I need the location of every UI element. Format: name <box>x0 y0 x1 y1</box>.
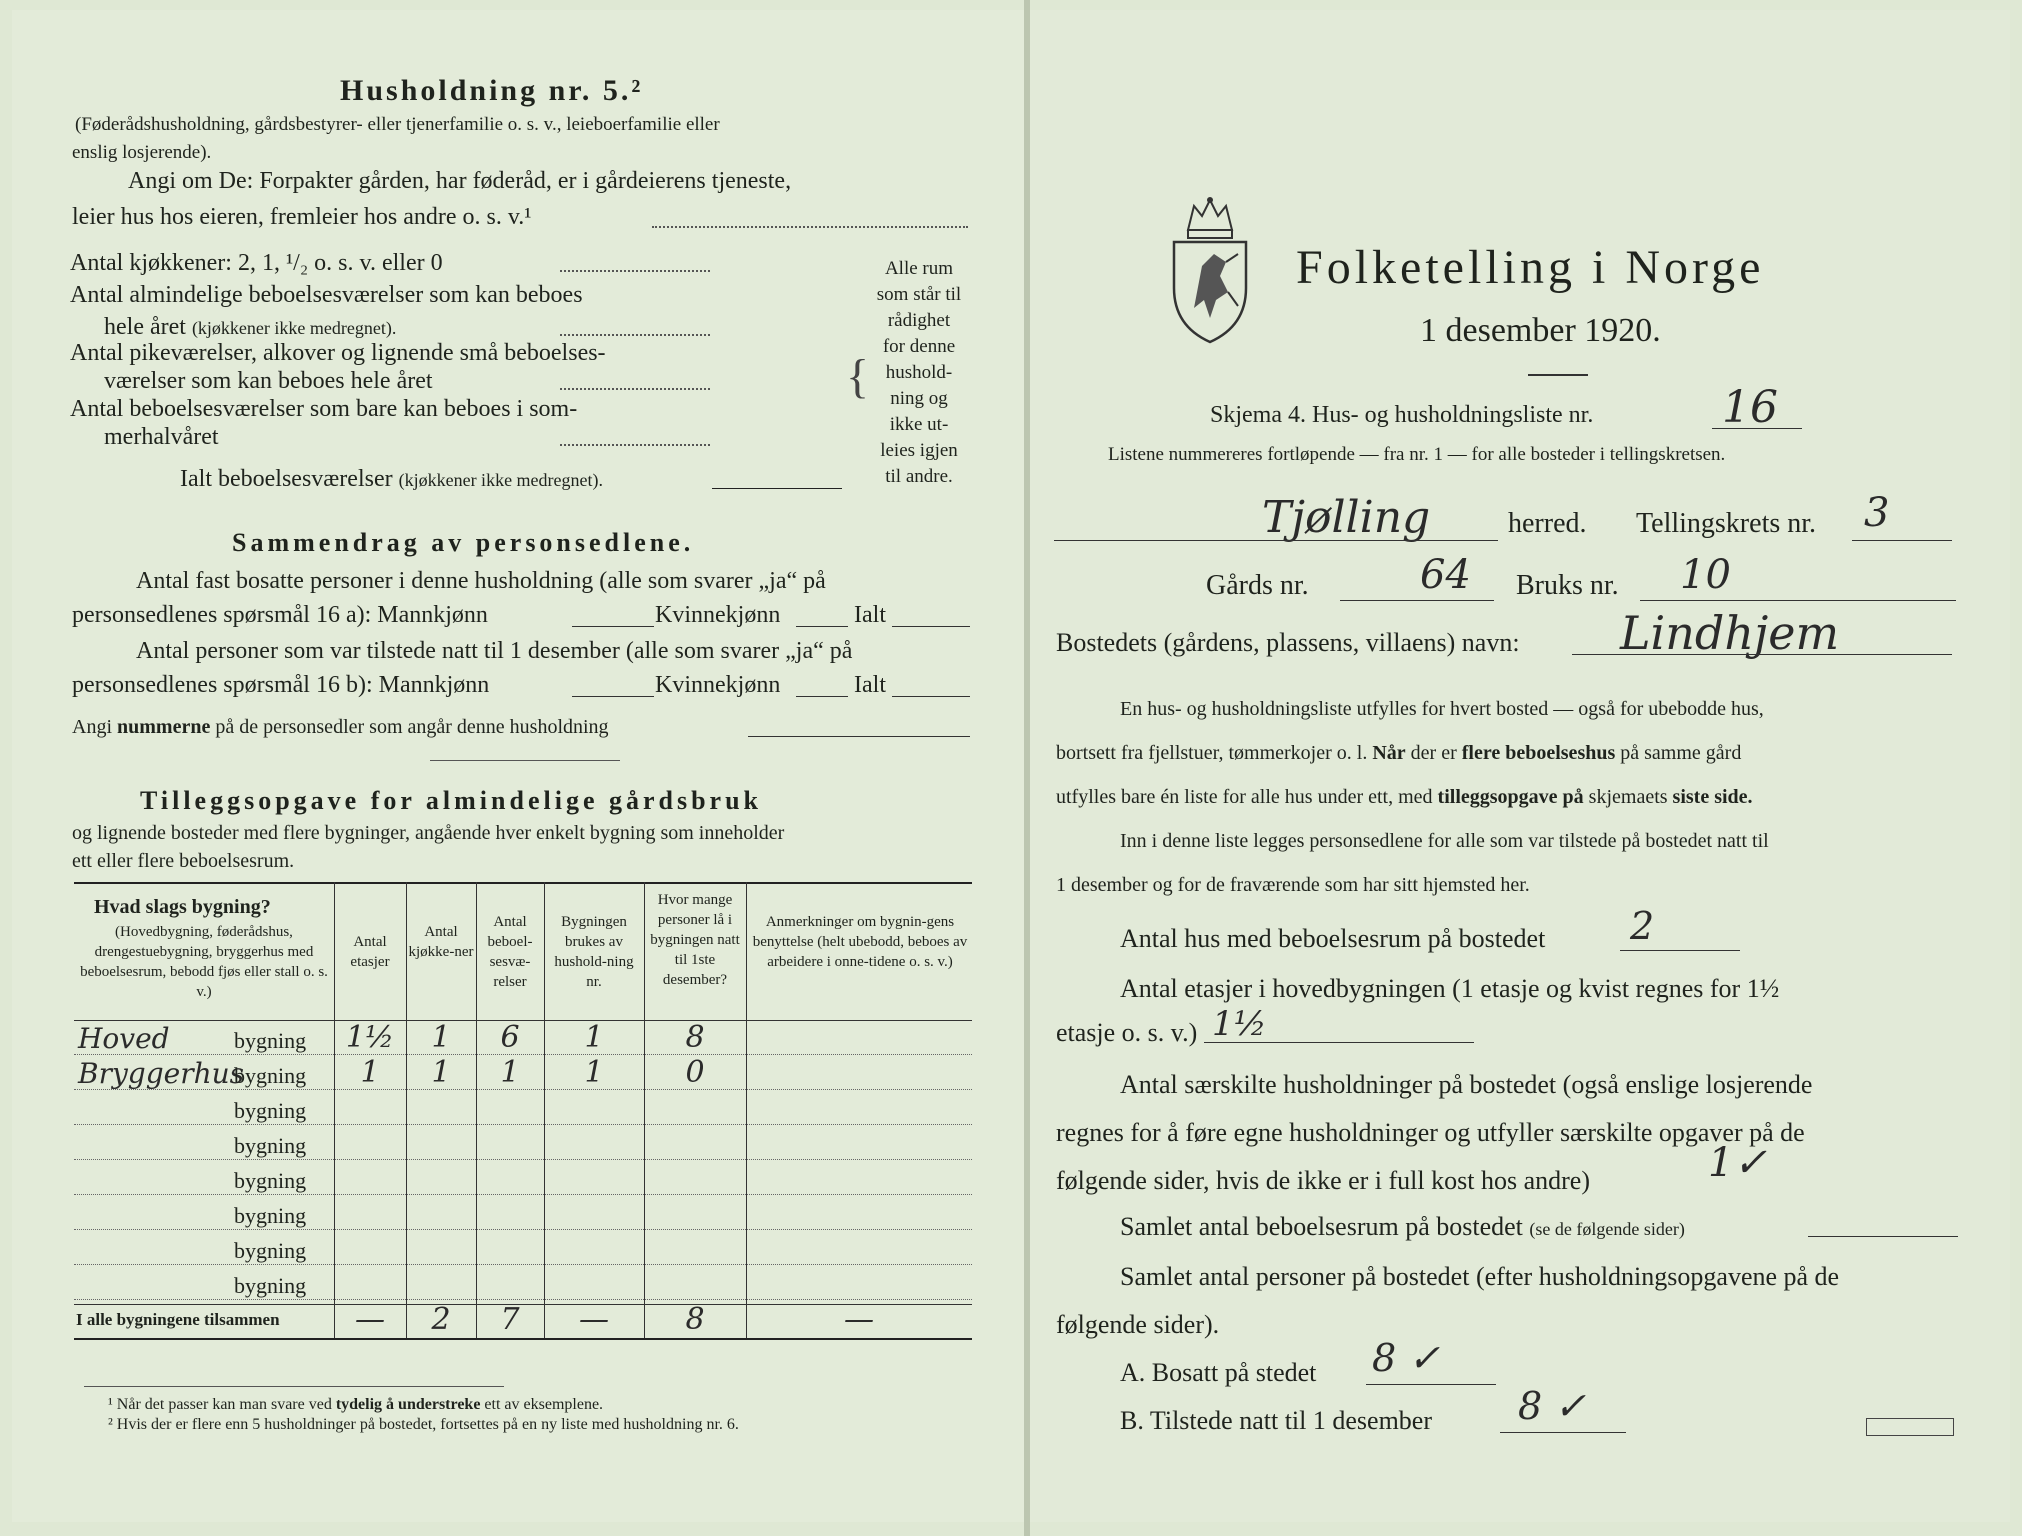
bosted-line <box>1572 654 1952 655</box>
etasjer-line <box>1204 1042 1474 1043</box>
total-cell: — <box>355 1302 385 1337</box>
summary-q2-line2: personsedlenes spørsmål 16 b): Mannkjønn <box>72 672 490 698</box>
summary-q2-kvinne: Kvinnekjønn <box>655 672 781 698</box>
table-cell: 1 <box>584 1020 604 1055</box>
side-note-line: for denne <box>882 336 956 357</box>
building-suffix: bygning <box>234 1133 307 1158</box>
table-cell: 1 <box>500 1055 520 1090</box>
table-cell: 1 <box>431 1055 451 1090</box>
supplement-desc-2: ett eller flere beboelsesrum. <box>72 850 295 872</box>
tenure-question-line2: leier hus hos eieren, fremleier hos andre o. s. v.¹ <box>72 204 532 230</box>
summary-title: Sammendrag av personsedlene. <box>232 528 695 557</box>
instruction-1b: bortsett fra fjellstuer, tømmerkojer o. l. Når der er flere beboelseshus på samme gård <box>1056 742 1742 764</box>
bruks-label: Bruks nr. <box>1516 570 1619 601</box>
bosted-label: Bostedets (gårdens, plassens, villaens) navn: <box>1056 628 1520 657</box>
table-cell: 1 <box>360 1055 380 1090</box>
table-cell: 0 <box>685 1055 705 1090</box>
herred-label: herred. <box>1508 508 1587 539</box>
building-suffix: bygning <box>234 1238 307 1263</box>
samlet-personer-label-a: Samlet antal personer på bostedet (efter husholdningsopgavene på de <box>1120 1262 1840 1291</box>
household-subtitle: (Føderådshusholdning, gårdsbestyrer- eller tjenerfamilie o. s. v., leieboerfamilie eller <box>75 114 720 135</box>
building-name: Bryggerhus <box>78 1057 245 1090</box>
table-header-etasjer: Antal etasjer <box>350 934 390 970</box>
footnote-rule <box>84 1386 504 1387</box>
total-cell: 7 <box>500 1302 520 1337</box>
list-number: 16 <box>1722 382 1778 433</box>
side-note-line: rådighet <box>887 310 951 331</box>
gards-line <box>1340 600 1494 601</box>
building-name: Hoved <box>78 1022 170 1055</box>
household-title: Husholdning nr. 5.² <box>340 74 644 107</box>
instruction-1a: En hus- og husholdningsliste utfylles for hvert bosted — også for ubebodde hus, <box>1120 698 1764 720</box>
kitchens-answer-line <box>560 270 710 272</box>
bruks-line <box>1640 600 1956 601</box>
instruction-1c: utfylles bare én liste for alle hus under ett, med tilleggsopgave på skjemaets siste side. <box>1056 786 1753 808</box>
side-note-line: ning og <box>890 388 948 409</box>
brace: { <box>846 350 870 403</box>
building-suffix: bygning <box>234 1063 307 1088</box>
summary-q2-line1: Antal personer som var tilstede natt til 1 desember (alle som svarer „ja“ på <box>136 638 853 664</box>
table-total-label: I alle bygningene tilsammen <box>76 1310 280 1329</box>
q2-mann-line <box>572 696 654 697</box>
rooms-question-3a: Antal beboelsesværelser som bare kan beboes i som- <box>70 396 578 422</box>
table-cell: 1½ <box>345 1020 395 1055</box>
rooms-question-2a: Antal pikeværelser, alkover og lignende små beboelses- <box>70 340 606 366</box>
hus-line <box>1620 950 1740 951</box>
building-suffix: bygning <box>234 1168 307 1193</box>
angi-nummerne: Angi nummerne på de personsedler som angår denne husholdning <box>72 716 609 738</box>
total-cell: — <box>579 1302 609 1337</box>
q2-ialt-line <box>892 696 970 697</box>
instruction-2a: Inn i denne liste legges personsedlene for alle som var tilstede på bostedet natt til <box>1120 830 1769 852</box>
rooms-3-answer-line <box>560 444 710 446</box>
side-note-line: som står til <box>876 284 962 305</box>
row-rule <box>74 1194 972 1195</box>
table-cell: 1 <box>431 1020 451 1055</box>
side-note-line: leies igjen <box>880 440 958 461</box>
side-note-line: Alle rum <box>884 258 954 279</box>
building-suffix: bygning <box>234 1098 307 1123</box>
buildings-table <box>74 882 972 1366</box>
bosted-value: Lindhjem <box>1620 606 1840 660</box>
herred-line <box>1054 540 1498 541</box>
table-cell: 1 <box>584 1055 604 1090</box>
norwegian-coat-of-arms-icon <box>1168 196 1252 346</box>
bruks-value: 10 <box>1680 552 1731 598</box>
rooms-side-note <box>864 256 974 490</box>
total-rooms-question: Ialt beboelsesværelser (kjøkkener ikke medregnet). <box>180 466 604 492</box>
numbering-note: Listene nummereres fortløpende — fra nr. 1 — for alle bosteder i tellingskretsen. <box>1108 444 1726 465</box>
side-note-line: ikke ut- <box>889 414 949 435</box>
row-rule <box>74 1264 972 1265</box>
tenure-answer-line <box>652 226 968 228</box>
rooms-2-answer-line <box>560 388 710 390</box>
kitchens-question: Antal kjøkkener: 2, 1, ¹/₂ o. s. v. eller 0 <box>70 250 443 276</box>
hus-label: Antal hus med beboelsesrum på bostedet <box>1120 924 1546 953</box>
table-cell: 8 <box>685 1020 705 1055</box>
etasjer-label-a: Antal etasjer i hovedbygningen (1 etasje og kvist regnes for 1½ <box>1120 974 1780 1003</box>
tellingskrets-value: 3 <box>1864 490 1890 536</box>
herred-value: Tjølling <box>1262 492 1431 543</box>
printer-stamp <box>1866 1418 1954 1436</box>
census-title: Folketelling i Norge <box>1296 241 1765 294</box>
table-col0-header: Hvad slags bygning? <box>94 896 271 918</box>
building-suffix: bygning <box>234 1273 307 1298</box>
supplement-desc-1: og lignende bosteder med flere bygninger, angående hver enkelt bygning som inneholder <box>72 822 785 844</box>
table-header-anmerkninger: Anmerkninger om bygnin-gens benyttelse (helt ubebodd, beboes av arbeidere i onne-tidene o. s. v.) <box>752 914 968 970</box>
summary-q1-ialt: Ialt <box>854 602 886 628</box>
husholdninger-label-b: regnes for å føre egne husholdninger og utfyller særskilte opgaver på de <box>1056 1118 1805 1147</box>
q1-kvinne-line <box>796 626 848 627</box>
total-cell: — <box>844 1302 874 1337</box>
husholdninger-label-c: følgende sider, hvis de ikke er i full kost hos andre) <box>1056 1166 1590 1195</box>
building-suffix: bygning <box>234 1028 307 1053</box>
etasjer-value: 1½ <box>1212 1004 1267 1044</box>
section-divider <box>430 760 620 761</box>
bosatt-label: A. Bosatt på stedet <box>1120 1358 1317 1387</box>
samlet-rum-label: Samlet antal beboelsesrum på bostedet (se de følgende sider) <box>1120 1212 1685 1241</box>
tilstede-line <box>1500 1432 1626 1433</box>
household-subtitle-2: enslig losjerende). <box>72 142 212 163</box>
nummerne-answer-line <box>748 736 970 737</box>
tenure-question-line1: Angi om De: Forpakter gården, har føderåd, er i gårdeierens tjeneste, <box>128 168 792 194</box>
husholdninger-value: 1✓ <box>1708 1140 1767 1186</box>
table-header-husholdning: Bygningen brukes av hushold-ning nr. <box>554 914 634 990</box>
building-suffix: bygning <box>234 1203 307 1228</box>
row-rule <box>74 1229 972 1230</box>
rooms-question-2b: værelser som kan beboes hele året <box>104 368 433 394</box>
table-cell: 6 <box>500 1020 520 1055</box>
rooms-1-answer-line <box>560 334 710 336</box>
q1-mann-line <box>572 626 654 627</box>
table-col0-sub: (Hovedbygning, føderådshus, drengestuebygning, bryggerhus med beboelsesrum, bebodd fjøs eller stall o. s. v.) <box>80 924 328 1000</box>
samlet-rum-line <box>1808 1236 1958 1237</box>
rooms-question-1a: Antal almindelige beboelsesværelser som kan beboes <box>70 282 583 308</box>
bosatt-line <box>1366 1384 1496 1385</box>
summary-q1-kvinne: Kvinnekjønn <box>655 602 781 628</box>
summary-q1-line2: personsedlenes spørsmål 16 a): Mannkjønn <box>72 602 488 628</box>
table-header-vaerelser: Antal beboel-sesvæ-relser <box>487 914 533 990</box>
side-note-line: hushold- <box>885 362 953 383</box>
footnote-2: ² Hvis der er flere enn 5 husholdninger på bostedet, fortsettes på en ny liste med husholdning nr. 6. <box>108 1416 739 1433</box>
row-rule <box>74 1159 972 1160</box>
title-divider <box>1528 374 1588 376</box>
total-cell: 8 <box>685 1302 705 1337</box>
schema-label: Skjema 4. Hus- og husholdningsliste nr. <box>1210 402 1594 428</box>
etasjer-label-b: etasje o. s. v.) <box>1056 1018 1198 1047</box>
tellingskrets-line <box>1852 540 1952 541</box>
gards-label: Gårds nr. <box>1206 570 1309 601</box>
total-cell: 2 <box>431 1302 451 1337</box>
instruction-2b: 1 desember og for de fraværende som har sitt hjemsted her. <box>1056 874 1530 896</box>
samlet-personer-label-b: følgende sider). <box>1056 1310 1220 1339</box>
row-rule <box>74 1124 972 1125</box>
summary-q1-line1: Antal fast bosatte personer i denne husholdning (alle som svarer „ja“ på <box>136 568 826 594</box>
rooms-question-1b: hele året (kjøkkener ikke medregnet). <box>104 314 397 340</box>
tilstede-value: 8 ✓ <box>1518 1384 1587 1428</box>
summary-q2-ialt: Ialt <box>854 672 886 698</box>
total-rooms-answer-line <box>712 488 842 489</box>
tilstede-label: B. Tilstede natt til 1 desember <box>1120 1406 1432 1435</box>
q1-ialt-line <box>892 626 970 627</box>
rooms-question-3b: merhalvåret <box>104 424 219 450</box>
q2-kvinne-line <box>796 696 848 697</box>
census-date: 1 desember 1920. <box>1420 312 1661 349</box>
hus-value: 2 <box>1630 904 1655 948</box>
bosatt-value: 8 ✓ <box>1372 1336 1441 1380</box>
husholdninger-label-a: Antal særskilte husholdninger på bostedet (også enslige losjerende <box>1120 1070 1813 1099</box>
table-header-kjokkener: Antal kjøkke-ner <box>408 924 474 960</box>
tellingskrets-label: Tellingskrets nr. <box>1636 508 1817 539</box>
row-rule <box>74 1299 972 1300</box>
table-header-personer: Hvor mange personer lå i bygningen natt til 1ste desember? <box>650 892 740 988</box>
gards-value: 64 <box>1420 552 1471 598</box>
supplement-title: Tilleggsopgave for almindelige gårdsbruk <box>140 786 763 815</box>
footnote-1: ¹ Når det passer kan man svare ved tydelig å understreke ett av eksemplene. <box>108 1396 604 1413</box>
side-note-line: til andre. <box>885 466 953 487</box>
list-number-line <box>1712 428 1802 429</box>
